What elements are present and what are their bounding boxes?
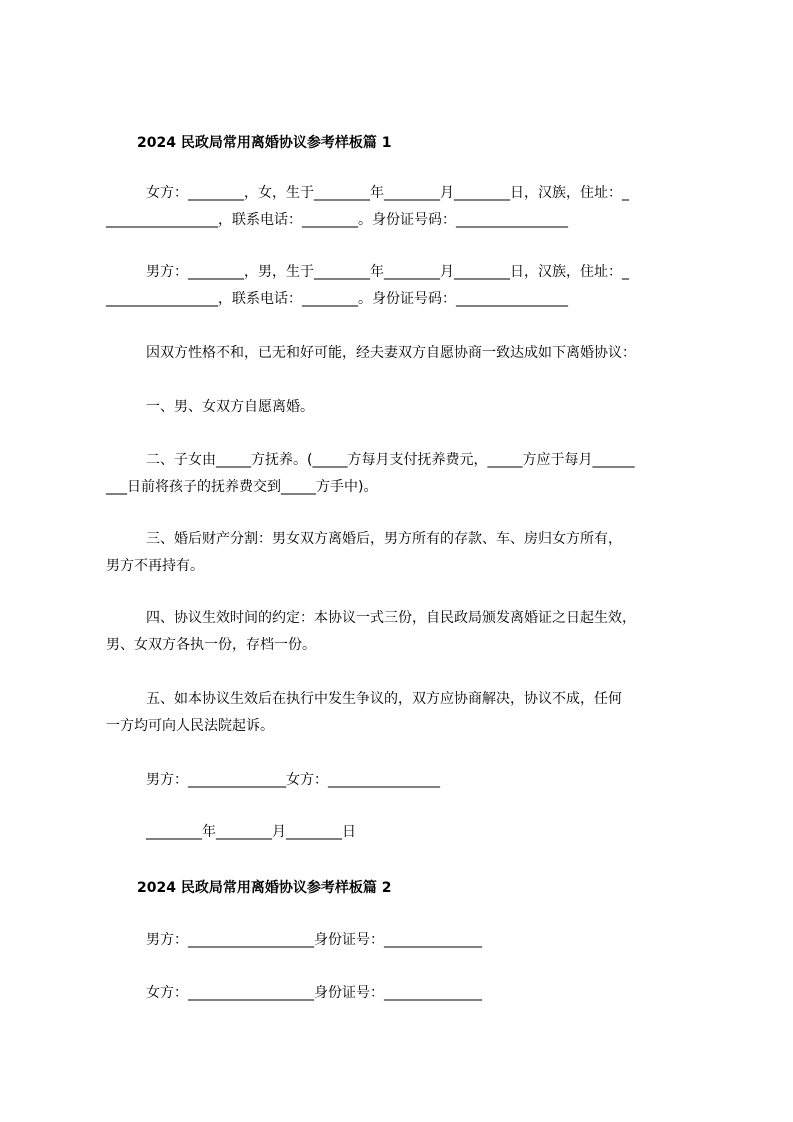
clause-3-line-2: 男方不再持有。 [106,558,204,574]
clause-4-line-1: 四、协议生效时间的约定：本协议一式三份，自民政局颁发离婚证之日起生效， [146,610,636,626]
part2-husband-line: 男方：__________________身份证号：______________ [146,932,482,948]
clause-3-line-1: 三、婚后财产分割：男女双方离婚后，男方所有的存款、车、房归女方所有， [146,531,622,547]
signature-paragraph [106,767,700,794]
clause-5-line-2: 一方均可向人民法院起诉。 [106,718,274,734]
section-heading-1: 2024 民政局常用离婚协议参考样板篇 1 [137,135,392,151]
part2-husband-paragraph [106,927,700,954]
wife-info-line-2: ________________，联系电话：________。身份证号码：________________ [106,212,568,228]
section-heading-2: 2024 民政局常用离婚协议参考样板篇 2 [137,880,392,896]
husband-info-line-2: ________________，联系电话：________。身份证号码：________________ [106,291,568,307]
wife-info-paragraph [106,180,700,234]
clause-3-paragraph [106,526,700,580]
wife-info-line-1: 女方：________，女，生于________年________月________日，汉族，住址：_ [146,185,629,201]
date-paragraph [106,819,700,846]
part2-wife-paragraph [106,980,700,1007]
intro-line: 因双方性格不和，已无和好可能，经夫妻双方自愿协商一致达成如下离婚协议： [146,345,636,361]
clause-2-line-1: 二、子女由_____方抚养。(_____方每月支付抚养费元，_____方应于每月______ [146,452,635,468]
date-line: ________年________月________日 [146,824,356,840]
clause-2-line-2: ___日前将孩子的抚养费交到_____方手中)。 [106,479,378,495]
husband-info-line-1: 男方：________，男，生于________年________月________日，汉族，住址：_ [146,264,629,280]
clause-2-paragraph [106,447,700,501]
husband-info-paragraph [106,259,700,313]
clause-5-line-1: 五、如本协议生效后在执行中发生争议的，双方应协商解决，协议不成，任何 [146,691,622,707]
clause-5-paragraph [106,686,700,740]
part2-wife-line: 女方：__________________身份证号：______________ [146,985,482,1001]
clause-1-paragraph [106,394,700,421]
intro-paragraph [106,340,700,367]
clause-4-paragraph [106,605,700,659]
signature-line: 男方：______________女方：________________ [146,772,440,788]
clause-4-line-2: 男、女双方各执一份，存档一份。 [106,637,316,653]
clause-1-line: 一、男、女双方自愿离婚。 [146,399,314,415]
